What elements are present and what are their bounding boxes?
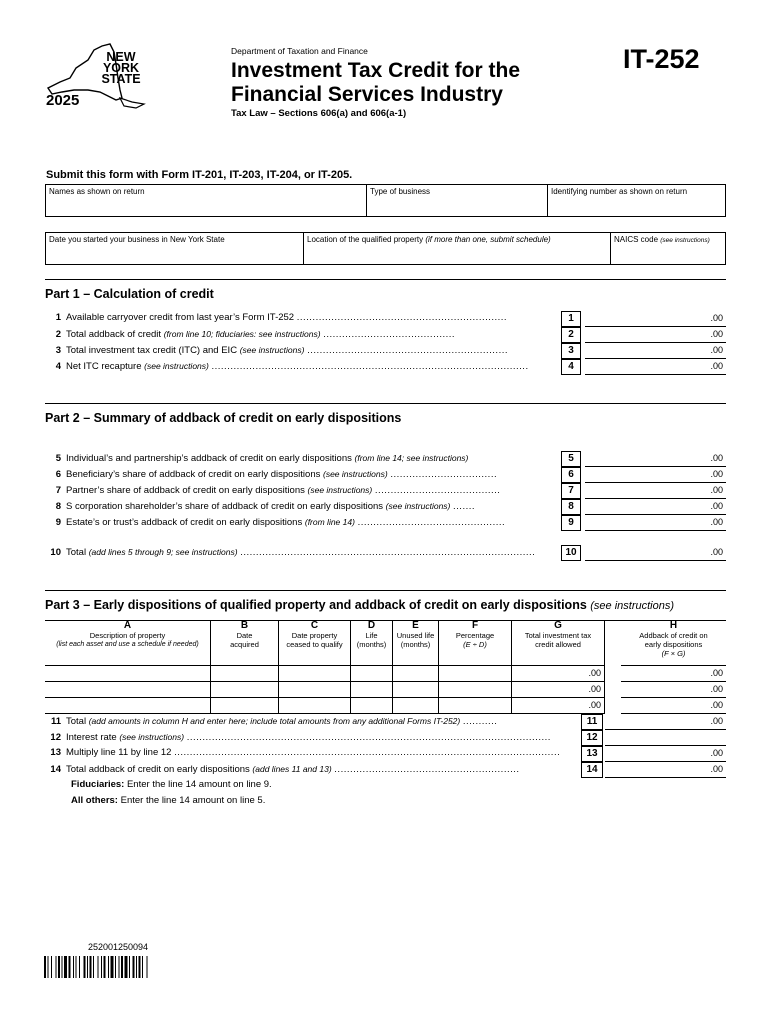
- form-title: Investment Tax Credit for the Financial Services Industry: [231, 59, 520, 106]
- line-10-number-box: 10: [561, 545, 581, 561]
- line-5: 5 Individual’s and partnership’s addback of credit on early dispositions (from line 14; see instructions): [55, 453, 469, 464]
- naics-field[interactable]: NAICS code (see instructions): [610, 232, 726, 265]
- line-12-amount[interactable]: [605, 730, 726, 746]
- line-11: 11 Total (add amounts in column H and enter here; include total amounts from any additional Forms IT-252) ...........: [50, 716, 498, 727]
- state-logo: [44, 42, 154, 112]
- table-row: [45, 682, 726, 698]
- barcode-bar: [73, 956, 74, 978]
- line-2-amount[interactable]: .00: [585, 327, 726, 343]
- logo-line3: STATE: [101, 72, 141, 86]
- barcode-bar: [79, 956, 80, 978]
- line-13: 13 Multiply line 11 by line 12 ...........................................................................................................................: [50, 747, 561, 758]
- line-8-number-box: 8: [561, 499, 581, 515]
- line-8-amount[interactable]: .00: [585, 499, 726, 515]
- barcode-bar: [48, 956, 49, 978]
- line-10: 10 Total (add lines 5 through 9; see instructions) ..............................................................................................: [50, 547, 536, 558]
- part1-rule: [45, 279, 726, 280]
- line-8: 8 S corporation shareholder’s share of addback of credit on early dispositions (see instructions) .......: [55, 501, 476, 512]
- part1-title: Part 1 – Calculation of credit: [45, 287, 214, 301]
- col-c-header: C Date property ceased to qualify: [279, 620, 351, 666]
- cell-life[interactable]: [351, 698, 393, 714]
- barcode-bar: [58, 956, 60, 978]
- line-9-number-box: 9: [561, 515, 581, 531]
- barcode-bar: [76, 956, 77, 978]
- cell-percentage[interactable]: [439, 682, 512, 698]
- line-14: 14 Total addback of credit on early dispositions (add lines 11 and 13) ...........................................................: [50, 764, 520, 775]
- col-g-header: G Total investment tax credit allowed: [512, 620, 605, 666]
- cell-date-ceased[interactable]: [279, 682, 351, 698]
- cell-date-ceased[interactable]: [279, 666, 351, 682]
- business-type-field[interactable]: Type of business: [366, 184, 548, 217]
- barcode-bar: [51, 956, 52, 978]
- col-a-header: A Description of property (list each asset and use a schedule if needed): [45, 620, 211, 666]
- form-number: IT-252: [623, 44, 700, 74]
- col-d-header: D Life (months): [351, 620, 393, 666]
- barcode-bar: [101, 956, 102, 978]
- barcode-bar: [133, 956, 135, 978]
- barcode: [44, 956, 194, 978]
- line-13-amount[interactable]: .00: [605, 746, 726, 762]
- barcode-bar: [44, 956, 46, 978]
- barcode-bar: [69, 956, 71, 978]
- line-5-amount[interactable]: .00: [585, 451, 726, 467]
- others-note: All others: Enter the line 14 amount on line 5.: [71, 795, 266, 806]
- cell-credit-allowed[interactable]: .00: [512, 682, 605, 698]
- cell-addback[interactable]: .00: [621, 666, 726, 682]
- line-6-number-box: 6: [561, 467, 581, 483]
- barcode-bar: [121, 956, 123, 978]
- line-3-amount[interactable]: .00: [585, 343, 726, 359]
- table-row: [45, 698, 726, 714]
- cell-unused-life[interactable]: [393, 682, 439, 698]
- barcode-bar: [87, 956, 88, 978]
- tax-law-reference: Tax Law – Sections 606(a) and 606(a-1): [231, 108, 407, 119]
- barcode-bar: [119, 956, 120, 978]
- line-1: 1 Available carryover credit from last year’s Form IT-252 ...................................................................: [55, 312, 508, 323]
- cell-date-acquired[interactable]: [211, 682, 279, 698]
- line-7-number-box: 7: [561, 483, 581, 499]
- line-14-amount[interactable]: .00: [605, 762, 726, 778]
- barcode-bar: [129, 956, 130, 978]
- line-2-number-box: 2: [561, 327, 581, 343]
- department-name: Department of Taxation and Finance: [231, 46, 368, 56]
- barcode-bar: [108, 956, 109, 978]
- line-7-amount[interactable]: .00: [585, 483, 726, 499]
- line-6-amount[interactable]: .00: [585, 467, 726, 483]
- part3-title: Part 3 – Early dispositions of qualified property and addback of credit on early dispositions (see instructions): [45, 598, 675, 612]
- names-field[interactable]: Names as shown on return: [45, 184, 367, 217]
- cell-description[interactable]: [45, 666, 211, 682]
- submit-instruction: Submit this form with Form IT-201, IT-203, IT-204, or IT-205.: [46, 169, 353, 181]
- line-3: 3 Total investment tax credit (ITC) and EIC (see instructions) ................................................................: [55, 345, 508, 356]
- line-11-amount[interactable]: .00: [605, 714, 726, 730]
- cell-unused-life[interactable]: [393, 698, 439, 714]
- barcode-bar: [98, 956, 99, 978]
- line-12-number-box: 12: [581, 730, 603, 746]
- part3-table: [45, 620, 726, 718]
- cell-percentage[interactable]: [439, 666, 512, 682]
- line-5-number-box: 5: [561, 451, 581, 467]
- barcode-bar: [147, 956, 148, 978]
- logo-line2: YORK: [102, 61, 140, 75]
- barcode-bar: [115, 956, 116, 978]
- col-b-header: B Date acquired: [211, 620, 279, 666]
- cell-life[interactable]: [351, 682, 393, 698]
- cell-percentage[interactable]: [439, 698, 512, 714]
- line-2: 2 Total addback of credit (from line 10; fiduciaries: see instructions) ..........................................: [55, 329, 456, 340]
- table-row: [45, 666, 726, 682]
- tax-year: 2025: [46, 92, 80, 109]
- part2-title: Part 2 – Summary of addback of credit on early dispositions: [45, 411, 402, 425]
- barcode-bar: [90, 956, 92, 978]
- barcode-bar: [62, 956, 63, 978]
- line-14-number-box: 14: [581, 762, 603, 778]
- line-6: 6 Beneficiary’s share of addback of credit on early dispositions (see instructions) ..................................: [55, 469, 498, 480]
- col-f-header: F Percentage (E ÷ D): [439, 620, 512, 666]
- cell-date-acquired[interactable]: [211, 666, 279, 682]
- cell-credit-allowed[interactable]: .00: [512, 666, 605, 682]
- cell-description[interactable]: [45, 698, 211, 714]
- id-number-field[interactable]: Identifying number as shown on return: [547, 184, 726, 217]
- line-11-number-box: 11: [581, 714, 603, 730]
- barcode-bar: [84, 956, 86, 978]
- cell-addback[interactable]: .00: [621, 698, 726, 714]
- barcode-bar: [56, 956, 57, 978]
- barcode-bar: [93, 956, 94, 978]
- barcode-number: 252001250094: [88, 942, 149, 952]
- barcode-bar: [104, 956, 106, 978]
- line-13-number-box: 13: [581, 746, 603, 762]
- cell-credit-allowed[interactable]: .00: [512, 698, 605, 714]
- cell-life[interactable]: [351, 666, 393, 682]
- cell-addback[interactable]: .00: [621, 682, 726, 698]
- col-h-header: H Addback of credit on early dispositions (F × G): [621, 620, 726, 666]
- col-e-header: E Unused life (months): [393, 620, 439, 666]
- line-1-number-box: 1: [561, 311, 581, 327]
- line-4: 4 Net ITC recapture (see instructions) .....................................................................................................: [55, 361, 529, 372]
- cell-date-acquired[interactable]: [211, 698, 279, 714]
- barcode-bar: [142, 956, 143, 978]
- line-4-number-box: 4: [561, 359, 581, 375]
- barcode-bar: [139, 956, 141, 978]
- line-9-amount[interactable]: .00: [585, 515, 726, 531]
- cell-date-ceased[interactable]: [279, 698, 351, 714]
- line-12: 12 Interest rate (see instructions) ....................................................................................................................: [50, 732, 551, 743]
- date-started-field[interactable]: Date you started your business in New York State: [45, 232, 304, 265]
- cell-unused-life[interactable]: [393, 666, 439, 682]
- logo-line1: NEW: [106, 50, 136, 64]
- barcode-bar: [111, 956, 114, 978]
- line-3-number-box: 3: [561, 343, 581, 359]
- part2-rule: [45, 403, 726, 404]
- line-4-amount[interactable]: .00: [585, 359, 726, 375]
- line-1-amount[interactable]: .00: [585, 311, 726, 327]
- location-field[interactable]: Location of the qualified property (if more than one, submit schedule): [303, 232, 611, 265]
- line-7: 7 Partner’s share of addback of credit on early dispositions (see instructions) ........................................: [55, 485, 501, 496]
- line-9: 9 Estate’s or trust’s addback of credit on early dispositions (from line 14) ...............................................: [55, 517, 506, 528]
- line-10-amount[interactable]: .00: [585, 545, 726, 561]
- barcode-bar: [136, 956, 137, 978]
- fiduciaries-note: Fiduciaries: Enter the line 14 amount on line 9.: [71, 779, 272, 790]
- part3-rule: [45, 590, 726, 591]
- barcode-bar: [64, 956, 67, 978]
- barcode-bar: [125, 956, 128, 978]
- cell-description[interactable]: [45, 682, 211, 698]
